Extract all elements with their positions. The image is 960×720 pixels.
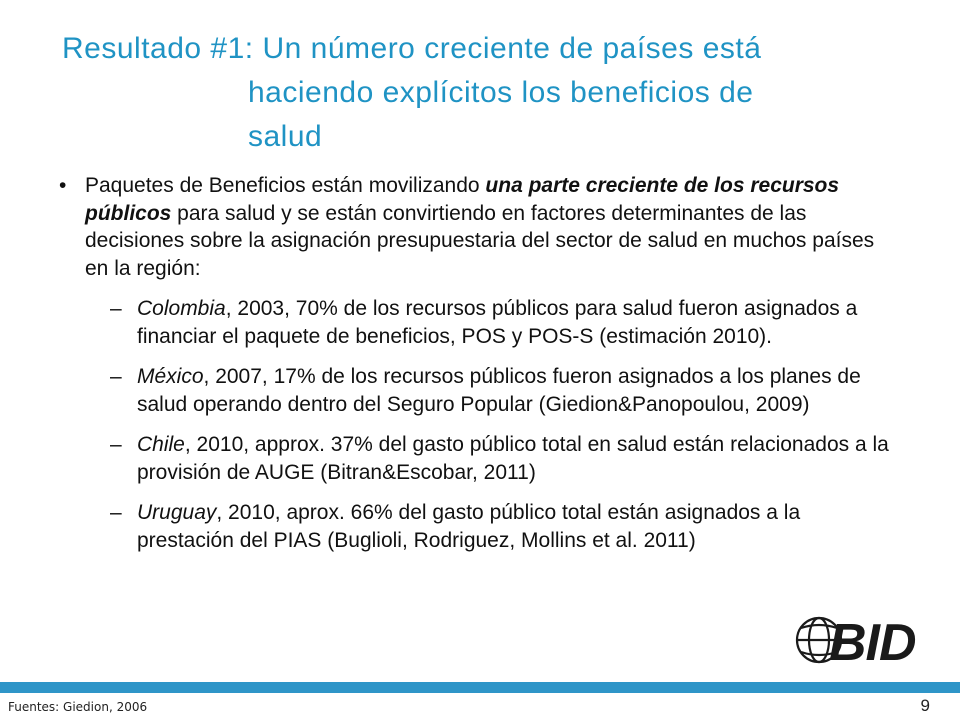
slide-content [59,172,902,567]
item-text: , 2007, 17% de los recursos públicos fueron asignados a los planes de salud operando dentro del Seguro Popular (Giedion&Panopoulou, 2009) [137,365,861,416]
list-item-colombia [62,295,902,350]
country-name: México [137,365,204,388]
main-bullet [59,172,902,282]
dash-mark: – [110,433,122,456]
item-text: , 2010, aprox. 66% del gasto público total están asignados a la prestación del PIAS (Buglioli, Rodriguez, Mollins et al. 2011) [137,501,801,552]
country-name: Colombia [137,297,226,320]
bullet-text-after: para salud y se están convirtiendo en factores determinantes de las decisiones sobre la asignación presupuestaria del sector de salud en muchos países en la región: [85,201,875,280]
title-line-1: Resultado #1: Un número creciente de países está [62,32,762,65]
logo-text: BID [829,614,916,672]
list-item-mexico [62,363,902,418]
title-line-2: haciendo explícitos los beneficios de [248,76,754,109]
country-name: Chile [137,433,185,456]
list-item-chile [62,431,902,486]
dash-mark: – [110,365,122,388]
item-text: , 2003, 70% de los recursos públicos para salud fueron asignados a financiar el paquete de beneficios, POS y POS-S (estimación 2010). [137,297,858,348]
bullet-mark: • [59,174,67,197]
dash-mark: – [110,297,122,320]
dash-mark: – [110,501,122,524]
bullet-emphasis: una parte creciente de los recursos públicos [85,174,840,225]
page-number: 9 [920,696,930,715]
country-list [62,295,902,554]
bullet-text-before: Paquetes de Beneficios están movilizando [85,174,486,197]
list-item-uruguay [62,499,902,554]
bid-logo [793,600,933,680]
footer-source: Fuentes: Giedion, 2006 [8,700,148,714]
bottom-bar [0,682,960,693]
country-name: Uruguay [137,501,217,524]
title-line-3: salud [248,120,323,153]
slide-title [62,27,922,159]
item-text: , 2010, approx. 37% del gasto público total en salud están relacionados a la provisión de AUGE (Bitran&Escobar, 2011) [137,433,889,484]
